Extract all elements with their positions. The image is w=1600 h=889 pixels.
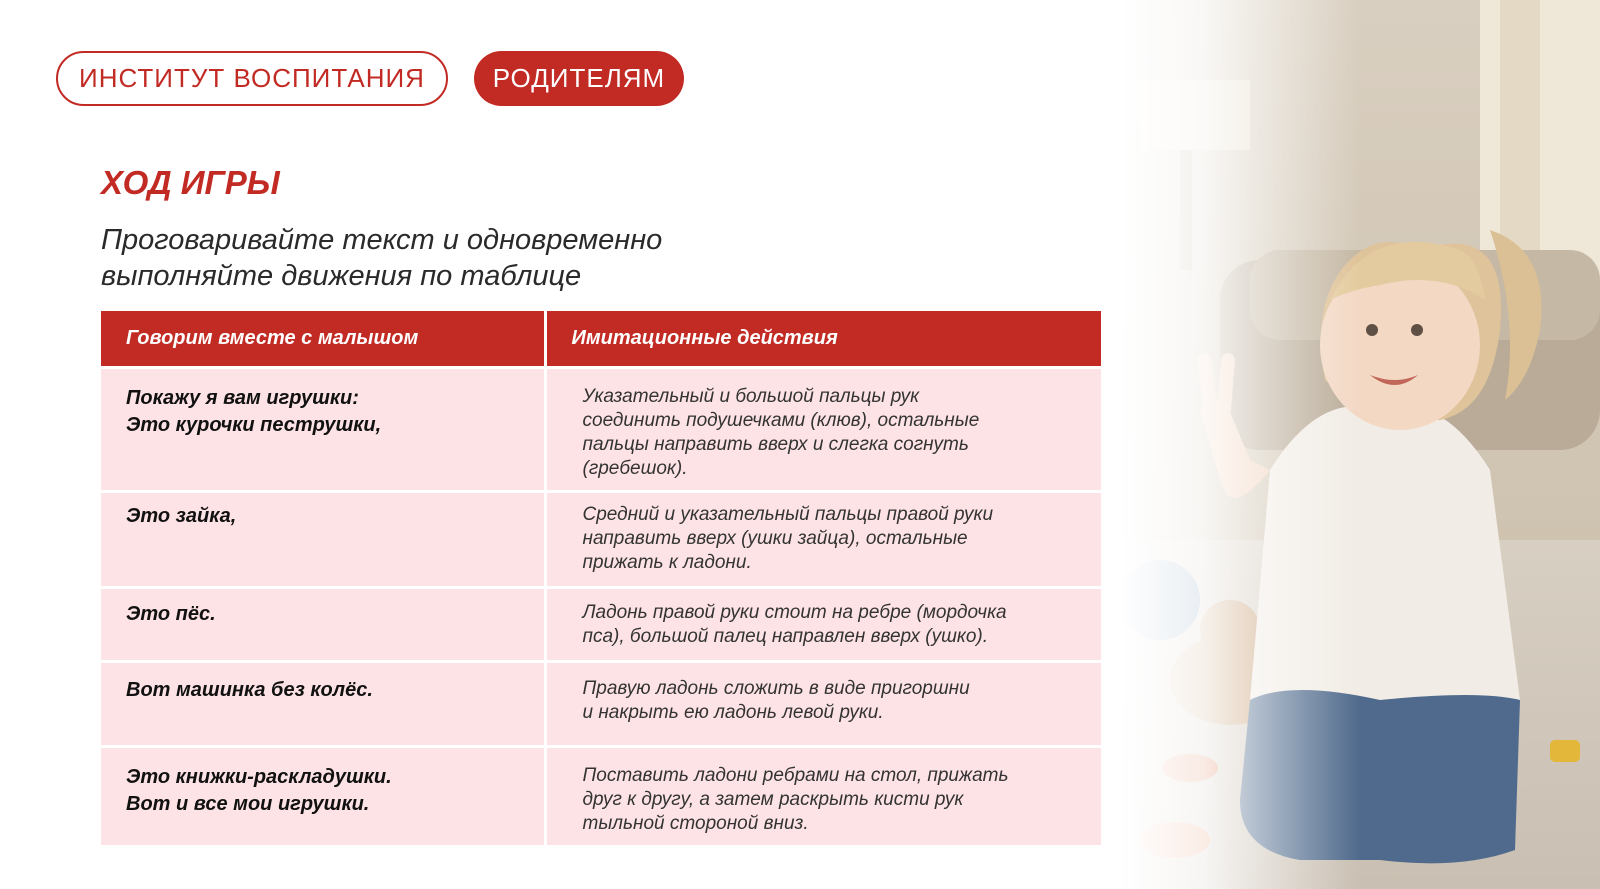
- action-line: Указательный и большой пальцы рук: [582, 386, 920, 407]
- say-cell: [101, 588, 545, 662]
- say-line: Вот машинка без колёс.: [126, 679, 373, 701]
- say-cell: [101, 492, 545, 588]
- action-line: (гребешок).: [582, 458, 688, 479]
- page-subtitle: [101, 222, 801, 294]
- say-line: Покажу я вам игрушки:: [126, 387, 359, 409]
- action-line: пальцы направить вверх и слегка согнуть: [582, 434, 969, 455]
- action-cell: [545, 368, 1101, 492]
- column-header-say: Говорим вместе с малышом: [101, 311, 545, 368]
- action-line: Правую ладонь сложить в виде пригоршни: [582, 678, 970, 699]
- parents-badge[interactable]: РОДИТЕЛЯМ: [474, 51, 684, 106]
- action-line: пса), большой палец направлен вверх (ушко).: [582, 626, 989, 647]
- action-line: тыльной стороной вниз.: [582, 813, 809, 834]
- action-line: Ладонь правой руки стоит на ребре (мордочка: [582, 602, 1007, 623]
- action-line: соединить подушечками (клюв), остальные: [582, 410, 980, 431]
- action-line: Средний и указательный пальцы правой руки: [582, 504, 994, 525]
- table-row: [101, 588, 1101, 662]
- say-cell: [101, 747, 545, 845]
- say-line: Вот и все мои игрушки.: [126, 793, 370, 815]
- actions-table: [101, 311, 1101, 845]
- table-row: [101, 662, 1101, 747]
- table-row: [101, 368, 1101, 492]
- say-cell: [101, 368, 545, 492]
- action-line: друг к другу, а затем раскрыть кисти рук: [582, 789, 964, 810]
- action-cell: [545, 492, 1101, 588]
- action-cell: [545, 662, 1101, 747]
- action-line: прижать к ладони.: [582, 552, 752, 573]
- photo-fade-overlay: [1120, 0, 1360, 889]
- say-cell: [101, 662, 545, 747]
- table-row: [101, 747, 1101, 845]
- action-line: направить вверх (ушки зайца), остальные: [582, 528, 968, 549]
- say-line: Это курочки пеструшки,: [126, 414, 382, 436]
- action-line: и накрыть ею ладонь левой руки.: [582, 702, 884, 723]
- action-line: Поставить ладони ребрами на стол, прижать: [582, 765, 1009, 786]
- action-cell: [545, 747, 1101, 845]
- action-cell: [545, 588, 1101, 662]
- say-line: Это книжки-раскладушки.: [126, 766, 392, 788]
- subtitle-line: выполняйте движения по таблице: [101, 260, 582, 292]
- say-line: Это зайка,: [126, 505, 237, 527]
- table-header-row: [101, 311, 1101, 368]
- column-header-action: Имитационные действия: [545, 311, 1101, 368]
- page-title: ХОД ИГРЫ: [101, 164, 280, 201]
- say-line: Это пёс.: [126, 603, 216, 625]
- table-row: [101, 492, 1101, 588]
- subtitle-line: Проговаривайте текст и одновременно: [101, 224, 663, 256]
- institute-badge[interactable]: ИНСТИТУТ ВОСПИТАНИЯ: [56, 51, 448, 106]
